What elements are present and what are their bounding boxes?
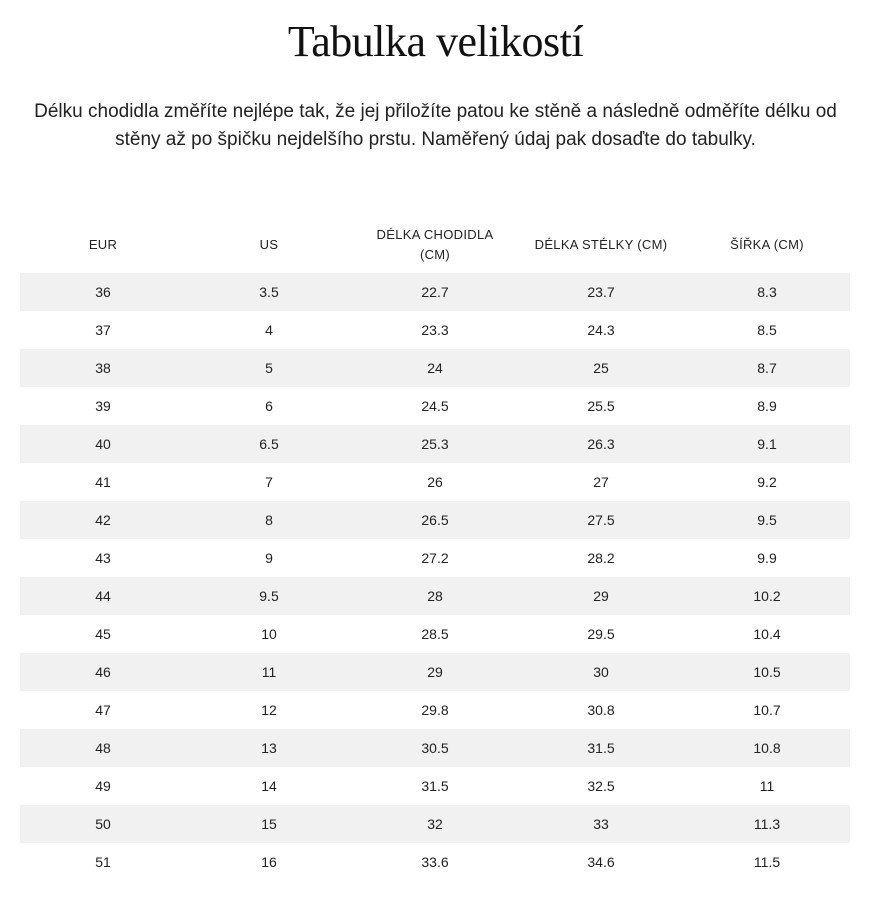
cell-foot-length: 26 [352, 463, 518, 501]
cell-us: 11 [186, 653, 352, 691]
cell-eur: 41 [20, 463, 186, 501]
cell-us: 9 [186, 539, 352, 577]
cell-width: 9.2 [684, 463, 850, 501]
table-row [20, 425, 850, 463]
cell-foot-length: 31.5 [352, 767, 518, 805]
table-row [20, 653, 850, 691]
cell-eur: 46 [20, 653, 186, 691]
table-row [20, 729, 850, 767]
cell-insole-length: 27.5 [518, 501, 684, 539]
cell-width: 8.7 [684, 349, 850, 387]
cell-insole-length: 32.5 [518, 767, 684, 805]
cell-us: 9.5 [186, 577, 352, 615]
header-row [20, 217, 850, 273]
cell-foot-length: 23.3 [352, 311, 518, 349]
cell-us: 13 [186, 729, 352, 767]
cell-us: 4 [186, 311, 352, 349]
table-row [20, 843, 850, 881]
cell-foot-length: 27.2 [352, 539, 518, 577]
cell-eur: 38 [20, 349, 186, 387]
cell-insole-length: 28.2 [518, 539, 684, 577]
table-row [20, 311, 850, 349]
cell-width: 8.5 [684, 311, 850, 349]
header-foot-length: DÉLKA CHODIDLA (CM) [376, 227, 494, 262]
cell-foot-length: 28 [352, 577, 518, 615]
cell-eur: 43 [20, 539, 186, 577]
table-row [20, 691, 850, 729]
cell-insole-length: 30.8 [518, 691, 684, 729]
header-insole-length: DÉLKA STÉLKY (CM) [534, 237, 668, 252]
cell-eur: 36 [20, 273, 186, 311]
cell-width: 9.5 [684, 501, 850, 539]
cell-width: 9.9 [684, 539, 850, 577]
cell-insole-length: 27 [518, 463, 684, 501]
cell-us: 15 [186, 805, 352, 843]
cell-width: 10.8 [684, 729, 850, 767]
cell-eur: 51 [20, 843, 186, 881]
cell-eur: 39 [20, 387, 186, 425]
cell-foot-length: 29.8 [352, 691, 518, 729]
cell-eur: 50 [20, 805, 186, 843]
cell-foot-length: 28.5 [352, 615, 518, 653]
cell-insole-length: 25.5 [518, 387, 684, 425]
cell-insole-length: 23.7 [518, 273, 684, 311]
cell-foot-length: 32 [352, 805, 518, 843]
cell-foot-length: 22.7 [352, 273, 518, 311]
header-us: US [259, 237, 279, 252]
cell-eur: 44 [20, 577, 186, 615]
cell-us: 10 [186, 615, 352, 653]
cell-foot-length: 25.3 [352, 425, 518, 463]
cell-insole-length: 26.3 [518, 425, 684, 463]
cell-insole-length: 30 [518, 653, 684, 691]
cell-eur: 49 [20, 767, 186, 805]
cell-eur: 45 [20, 615, 186, 653]
cell-eur: 47 [20, 691, 186, 729]
cell-insole-length: 29.5 [518, 615, 684, 653]
cell-width: 11.5 [684, 843, 850, 881]
size-table [20, 217, 850, 881]
cell-width: 10.5 [684, 653, 850, 691]
cell-width: 10.7 [684, 691, 850, 729]
table-row [20, 577, 850, 615]
table-row [20, 463, 850, 501]
cell-foot-length: 29 [352, 653, 518, 691]
cell-us: 8 [186, 501, 352, 539]
table-row [20, 615, 850, 653]
table-row [20, 387, 850, 425]
cell-eur: 48 [20, 729, 186, 767]
cell-foot-length: 26.5 [352, 501, 518, 539]
cell-width: 8.9 [684, 387, 850, 425]
cell-width: 11 [684, 767, 850, 805]
header-eur: EUR [88, 237, 118, 252]
intro-text: Délku chodidla změříte nejlépe tak, že jej přiložíte patou ke stěně a následně odměříte délku od stěny až po špičku nejdelšího prstu. Naměřený údaj pak dosaďte do tabulky. [34, 101, 837, 150]
cell-us: 12 [186, 691, 352, 729]
cell-foot-length: 30.5 [352, 729, 518, 767]
table-row [20, 805, 850, 843]
cell-eur: 42 [20, 501, 186, 539]
table-body [20, 273, 850, 881]
cell-width: 10.2 [684, 577, 850, 615]
page-title: Tabulka velikostí [287, 17, 584, 66]
cell-us: 6.5 [186, 425, 352, 463]
cell-insole-length: 33 [518, 805, 684, 843]
table-header [20, 217, 850, 273]
cell-width: 11.3 [684, 805, 850, 843]
table-row [20, 767, 850, 805]
cell-width: 10.4 [684, 615, 850, 653]
header-width: ŠÍŘKA (CM) [730, 237, 804, 252]
cell-foot-length: 24 [352, 349, 518, 387]
cell-eur: 40 [20, 425, 186, 463]
cell-insole-length: 24.3 [518, 311, 684, 349]
cell-us: 5 [186, 349, 352, 387]
cell-us: 14 [186, 767, 352, 805]
cell-insole-length: 29 [518, 577, 684, 615]
cell-width: 8.3 [684, 273, 850, 311]
table-row [20, 273, 850, 311]
cell-eur: 37 [20, 311, 186, 349]
cell-insole-length: 34.6 [518, 843, 684, 881]
cell-width: 9.1 [684, 425, 850, 463]
cell-insole-length: 25 [518, 349, 684, 387]
table-row [20, 501, 850, 539]
cell-foot-length: 33.6 [352, 843, 518, 881]
cell-insole-length: 31.5 [518, 729, 684, 767]
table-row [20, 349, 850, 387]
cell-us: 7 [186, 463, 352, 501]
table-row [20, 539, 850, 577]
cell-us: 16 [186, 843, 352, 881]
cell-foot-length: 24.5 [352, 387, 518, 425]
cell-us: 6 [186, 387, 352, 425]
cell-us: 3.5 [186, 273, 352, 311]
